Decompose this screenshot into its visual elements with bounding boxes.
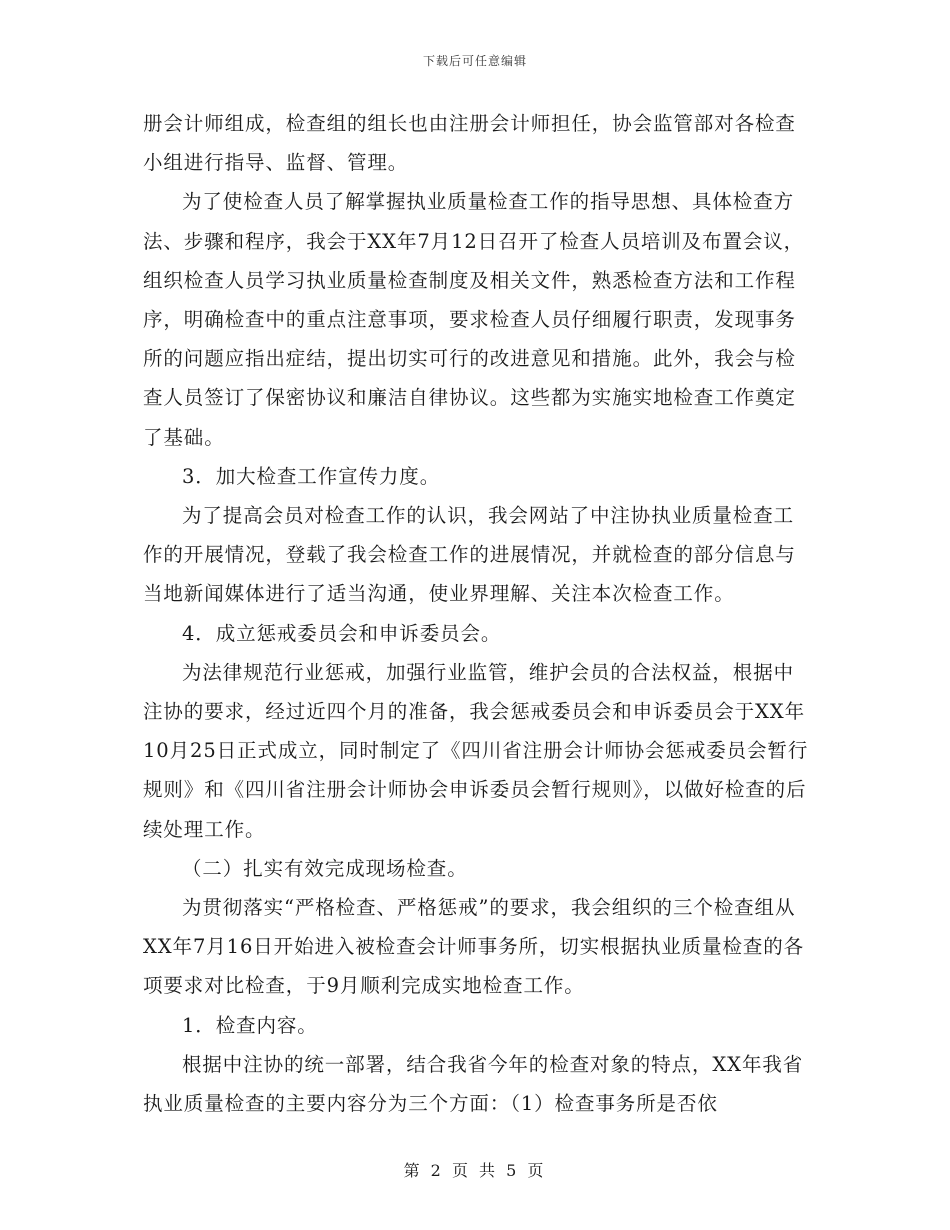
paragraph: 为贯彻落实“严格检查、严格惩戒”的要求，我会组织的三个检查组从XX年7月16日开始进入被检查会计师事务所，切实根据执业质量检查的各项要求对比检查，于9月顺利完成实地检查工作。 <box>143 896 805 998</box>
paragraph: 4．成立惩戒委员会和申诉委员会。 <box>182 621 502 645</box>
paragraph: 册会计师组成，检查组的组长也由注册会计师担任，协会监管部对各检查小组进行指导、监督、管理。 <box>143 112 796 175</box>
paragraph: 根据中注协的统一部署，结合我省今年的检查对象的特点，XX年我省执业质量检查的主要内容分为三个方面：（1）检查事务所是否依 <box>143 1052 804 1116</box>
paragraph: 为了使检查人员了解掌握执业质量检查工作的指导思想、具体检查方法、步骤和程序，我会于XX年7月12日召开了检查人员培训及布置会议，组织检查人员学习执业质量检查制度及相关文件，熟悉检查方法和工作程序，明确检查中的重点注意事项，要求检查人员仔细履行职责，发现事务所的问题应指出症结，提出切实可行的改进意见和措施。此外，我会与检查人员签订了保密协议和廉洁自律协议。这些都为实施实地检查工作奠定了基础。 <box>143 190 805 449</box>
document-body <box>143 104 809 1123</box>
paragraph: 1．检查内容。 <box>182 1013 318 1037</box>
paragraph: 为法律规范行业惩戒，加强行业监管，维护会员的合法权益，根据中注协的要求，经过近四个月的准备，我会惩戒委员会和申诉委员会于XX年10月25日正式成立，同时制定了《四川省注册会计师协会惩戒委员会暂行规则》和《四川省注册会计师协会申诉委员会暂行规则》，以做好检查的后续处理工作。 <box>143 660 809 841</box>
paragraph: （二）扎实有效完成现场检查。 <box>182 856 468 880</box>
page-header: 下载后可任意编辑 <box>422 54 527 68</box>
page-footer: 第 2 页 共 5 页 <box>403 1161 547 1180</box>
paragraph: 3．加大检查工作宣传力度。 <box>182 464 441 488</box>
paragraph: 为了提高会员对检查工作的认识，我会网站了中注协执业质量检查工作的开展情况，登载了我会检查工作的进展情况，并就检查的部分信息与当地新闻媒体进行了适当沟通，使业界理解、关注本次检查工作。 <box>143 504 796 606</box>
